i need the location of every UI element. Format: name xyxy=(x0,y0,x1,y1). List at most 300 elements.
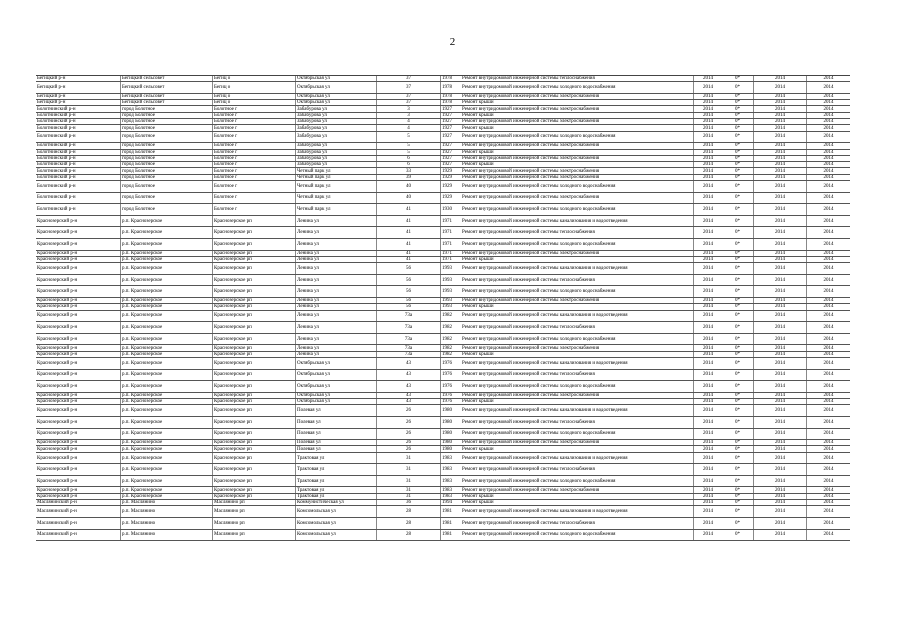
mark-cell: 0* xyxy=(722,518,754,529)
end-year-cell: 2014 xyxy=(823,119,834,125)
house-number-cell: 56 xyxy=(377,304,441,309)
build-year-cell: 1981 xyxy=(442,509,452,515)
district-cell: Маслянинский р-н xyxy=(36,500,121,505)
locality-cell: Краснозерское рп xyxy=(213,216,296,227)
build-year-cell: 1971 xyxy=(442,241,452,247)
settlement-cell: город Болотное xyxy=(121,181,213,192)
district-cell: Болотнинский р-н xyxy=(36,204,121,215)
mark-cell: 0* xyxy=(722,298,754,303)
district-cell: Краснозерский р-н xyxy=(36,227,121,238)
house-number-cell: 4 xyxy=(377,125,441,130)
end-year-cell: 2014 xyxy=(823,304,834,310)
plan-year-cell: 2014 xyxy=(703,112,713,118)
street-cell: Полевая ул xyxy=(296,405,377,416)
mark-cell: 0* xyxy=(722,162,754,167)
settlement-cell: город Болотное xyxy=(121,119,213,124)
plan-year-cell: 2014 xyxy=(703,230,713,236)
plan-year-cell: 2014 xyxy=(703,149,713,155)
end-year-cell: 2014 xyxy=(823,100,834,106)
mark-cell: 0* xyxy=(722,239,754,250)
district-cell: Краснозерский р-н xyxy=(36,239,121,250)
street-cell: Забабурова ул xyxy=(296,125,377,130)
house-number-cell: 41 xyxy=(377,216,441,227)
end-year-cell: 2014 xyxy=(823,419,834,425)
end-year-cell: 2014 xyxy=(823,532,834,538)
build-year-cell: 1971 xyxy=(442,230,452,236)
locality-cell: Краснозерское рп xyxy=(213,487,296,492)
build-year-cell: 1927 xyxy=(442,119,452,125)
end-year-cell: 2014 xyxy=(823,218,834,224)
start-year-cell: 2014 xyxy=(754,370,807,381)
table-row xyxy=(36,518,850,530)
district-cell: Краснозерский р-н xyxy=(36,352,121,357)
start-year-cell: 2014 xyxy=(754,429,807,440)
locality-cell: Болотное г xyxy=(213,143,296,148)
house-number-cell: 39 xyxy=(377,175,441,180)
build-year-cell: 1993 xyxy=(442,289,452,295)
locality-cell: Болотное г xyxy=(213,162,296,167)
district-cell: Бегицкий р-н xyxy=(36,94,121,99)
settlement-cell: город Болотное xyxy=(121,175,213,180)
street-cell: Четный парк ул xyxy=(296,193,377,204)
house-number-cell: 56 xyxy=(377,298,441,303)
mark-cell: 0* xyxy=(722,156,754,161)
start-year-cell: 2014 xyxy=(754,494,807,499)
plan-year-cell: 2014 xyxy=(703,493,713,499)
table-row xyxy=(36,204,850,216)
start-year-cell: 2014 xyxy=(754,464,807,475)
work-type-cell: Ремонт внутридомовой инженерной системы холодного водоснабжения xyxy=(461,429,694,440)
plan-year-cell: 2014 xyxy=(703,372,713,378)
work-type-cell: Ремонт внутридомовой инженерной системы холодного водоснабжения xyxy=(461,239,694,250)
settlement-cell: город Болотное xyxy=(121,125,213,130)
work-type-cell: Ремонт крыши xyxy=(461,150,694,155)
street-cell: Комсомольская ул xyxy=(296,518,377,529)
build-year-cell: 1993 xyxy=(442,304,452,310)
start-year-cell: 2014 xyxy=(754,193,807,204)
locality-cell: Краснозерское рп xyxy=(213,311,296,322)
start-year-cell: 2014 xyxy=(754,399,807,404)
district-cell: Болотнинский р-н xyxy=(36,150,121,155)
street-cell: Ленина ул xyxy=(296,345,377,350)
build-year-cell: 1980 xyxy=(442,431,452,437)
district-cell: Краснозерский р-н xyxy=(36,322,121,333)
end-year-cell: 2014 xyxy=(823,455,834,461)
mark-cell: 0* xyxy=(722,263,754,274)
mark-cell: 0* xyxy=(722,113,754,118)
settlement-cell: город Болотное xyxy=(121,168,213,173)
start-year-cell: 2014 xyxy=(754,239,807,250)
street-cell: Октябрьская ул xyxy=(296,94,377,99)
mark-cell: 0* xyxy=(722,506,754,517)
start-year-cell: 2014 xyxy=(754,453,807,464)
work-type-cell: Ремонт внутридомовой инженерной системы электроснабжения xyxy=(461,345,694,350)
settlement-cell: р.п. Краснозерское xyxy=(121,251,213,256)
settlement-cell: р.п. Краснозерское xyxy=(121,239,213,250)
start-year-cell: 2014 xyxy=(754,257,807,262)
locality-cell: Краснозерское рп xyxy=(213,322,296,333)
table-row xyxy=(36,193,850,205)
plan-year-cell: 2014 xyxy=(703,134,713,140)
end-year-cell: 2014 xyxy=(823,493,834,499)
settlement-cell: р.п. Краснозерское xyxy=(121,345,213,350)
mark-cell: 0* xyxy=(722,500,754,505)
table-row xyxy=(36,263,850,275)
mark-cell: 0* xyxy=(722,358,754,369)
build-year-cell: 1976 xyxy=(442,360,452,366)
district-cell: Болотнинский р-н xyxy=(36,119,121,124)
work-type-cell: Ремонт внутридомовой инженерной системы электроснабжения xyxy=(461,156,694,161)
mark-cell: 0* xyxy=(722,132,754,143)
plan-year-cell: 2014 xyxy=(703,431,713,437)
house-number-cell: 73а xyxy=(377,334,441,345)
build-year-cell: 1927 xyxy=(442,143,452,149)
street-cell: Четный парк ул xyxy=(296,204,377,215)
settlement-cell: р.п. Краснозерское xyxy=(121,399,213,404)
plan-year-cell: 2014 xyxy=(703,383,713,389)
work-type-cell: Ремонт внутридомовой инженерной системы канализования и водоотведения xyxy=(461,453,694,464)
build-year-cell: 1980 xyxy=(442,419,452,425)
mark-cell: 0* xyxy=(722,311,754,322)
district-cell: Болотнинский р-н xyxy=(36,143,121,148)
house-number-cell: 26 xyxy=(377,429,441,440)
table-row xyxy=(36,216,850,228)
settlement-cell: город Болотное xyxy=(121,150,213,155)
build-year-cell: 1981 xyxy=(442,520,452,526)
locality-cell: Краснозерское рп xyxy=(213,345,296,350)
start-year-cell: 2014 xyxy=(754,358,807,369)
build-year-cell: 1927 xyxy=(442,112,452,118)
end-year-cell: 2014 xyxy=(823,241,834,247)
plan-year-cell: 2014 xyxy=(703,351,713,357)
locality-cell: Болотное г xyxy=(213,150,296,155)
mark-cell: 0* xyxy=(722,181,754,192)
locality-cell: Краснозерское рп xyxy=(213,393,296,398)
mark-cell: 0* xyxy=(722,417,754,428)
plan-year-cell: 2014 xyxy=(703,168,713,174)
house-number-cell: 73а xyxy=(377,345,441,350)
table-row xyxy=(36,334,850,346)
district-cell: Краснозерский р-н xyxy=(36,405,121,416)
start-year-cell: 2014 xyxy=(754,393,807,398)
locality-cell: Бегиц о xyxy=(213,100,296,105)
plan-year-cell: 2014 xyxy=(703,419,713,425)
mark-cell: 0* xyxy=(722,446,754,451)
work-type-cell: Ремонт крыши xyxy=(461,494,694,499)
build-year-cell: 1980 xyxy=(442,446,452,452)
house-number-cell: 5 xyxy=(377,150,441,155)
work-type-cell: Ремонт внутридомовой инженерной системы канализования и водоотведения xyxy=(461,358,694,369)
locality-cell: Болотное г xyxy=(213,168,296,173)
house-number-cell: 40 xyxy=(377,193,441,204)
district-cell: Краснозерский р-н xyxy=(36,381,121,392)
end-year-cell: 2014 xyxy=(823,313,834,319)
start-year-cell: 2014 xyxy=(754,125,807,130)
plan-year-cell: 2014 xyxy=(703,467,713,473)
start-year-cell: 2014 xyxy=(754,251,807,256)
work-type-cell: Ремонт крыши xyxy=(461,257,694,262)
settlement-cell: город Болотное xyxy=(121,162,213,167)
locality-cell: Болотное г xyxy=(213,132,296,143)
house-number-cell: 37 xyxy=(377,94,441,99)
start-year-cell: 2014 xyxy=(754,286,807,297)
end-year-cell: 2014 xyxy=(823,440,834,446)
work-type-cell: Ремонт внутридомовой инженерной системы канализования и водоотведения xyxy=(461,405,694,416)
street-cell: Ленина ул xyxy=(296,257,377,262)
start-year-cell: 2014 xyxy=(754,500,807,505)
locality-cell: Маслянино рп xyxy=(213,530,296,541)
plan-year-cell: 2014 xyxy=(703,162,713,168)
plan-year-cell: 2014 xyxy=(703,520,713,526)
plan-year-cell: 2014 xyxy=(703,500,713,506)
end-year-cell: 2014 xyxy=(823,277,834,283)
start-year-cell: 2014 xyxy=(754,417,807,428)
locality-cell: Бегиц о xyxy=(213,94,296,99)
house-number-cell: 37 xyxy=(377,76,441,81)
house-number-cell: 37 xyxy=(377,82,441,93)
street-cell: Октябрьская ул xyxy=(296,76,377,81)
settlement-cell: р.п. Краснозерское xyxy=(121,298,213,303)
locality-cell: Краснозерское рп xyxy=(213,227,296,238)
work-type-cell: Ремонт внутридомовой инженерной системы электроснабжения xyxy=(461,119,694,124)
start-year-cell: 2014 xyxy=(754,150,807,155)
work-type-cell: Ремонт внутридомовой инженерной системы холодного водоснабжения xyxy=(461,381,694,392)
start-year-cell: 2014 xyxy=(754,100,807,105)
end-year-cell: 2014 xyxy=(823,134,834,140)
table-row xyxy=(36,227,850,239)
end-year-cell: 2014 xyxy=(823,372,834,378)
table-row xyxy=(36,381,850,393)
settlement-cell: р.п. Краснозерское xyxy=(121,216,213,227)
locality-cell: Болотное г xyxy=(213,181,296,192)
settlement-cell: р.п. Краснозерское xyxy=(121,393,213,398)
house-number-cell: 3 xyxy=(377,106,441,111)
mark-cell: 0* xyxy=(722,76,754,81)
district-cell: Краснозерский р-н xyxy=(36,487,121,492)
street-cell: Октябрьская ул xyxy=(296,393,377,398)
settlement-cell: город Болотное xyxy=(121,193,213,204)
locality-cell: Болотное г xyxy=(213,193,296,204)
house-number-cell: 41 xyxy=(377,204,441,215)
start-year-cell: 2014 xyxy=(754,216,807,227)
table-row xyxy=(36,239,850,251)
street-cell: Четный парк ул xyxy=(296,175,377,180)
build-year-cell: 1982 xyxy=(442,324,452,330)
end-year-cell: 2014 xyxy=(823,257,834,263)
plan-year-cell: 2014 xyxy=(703,195,713,201)
work-type-cell: Ремонт внутридомовой инженерной системы холодного водоснабжения xyxy=(461,181,694,192)
district-cell: Краснозерский р-н xyxy=(36,399,121,404)
house-number-cell: 41 xyxy=(377,257,441,262)
street-cell: Трактовая ул xyxy=(296,476,377,487)
mark-cell: 0* xyxy=(722,100,754,105)
mark-cell: 0* xyxy=(722,193,754,204)
district-cell: Болотнинский р-н xyxy=(36,132,121,143)
street-cell: Четный парк ул xyxy=(296,181,377,192)
locality-cell: Краснозерское рп xyxy=(213,370,296,381)
locality-cell: Болотное г xyxy=(213,125,296,130)
house-number-cell: 40 xyxy=(377,181,441,192)
end-year-cell: 2014 xyxy=(823,383,834,389)
district-cell: Маслянинский р-н xyxy=(36,530,121,541)
build-year-cell: 1982 xyxy=(442,351,452,357)
plan-year-cell: 2014 xyxy=(703,304,713,310)
plan-year-cell: 2014 xyxy=(703,174,713,180)
start-year-cell: 2014 xyxy=(754,175,807,180)
settlement-cell: р.п. Краснозерское xyxy=(121,322,213,333)
build-year-cell: 1978 xyxy=(442,94,452,100)
house-number-cell: 31 xyxy=(377,453,441,464)
mark-cell: 0* xyxy=(722,304,754,309)
start-year-cell: 2014 xyxy=(754,168,807,173)
end-year-cell: 2014 xyxy=(823,230,834,236)
mark-cell: 0* xyxy=(722,119,754,124)
house-number-cell: 26 xyxy=(377,405,441,416)
street-cell: Ленина ул xyxy=(296,251,377,256)
locality-cell: Краснозерское рп xyxy=(213,446,296,451)
build-year-cell: 1927 xyxy=(442,106,452,112)
district-cell: Бегицкий р-н xyxy=(36,82,121,93)
mark-cell: 0* xyxy=(722,94,754,99)
street-cell: Забабурова ул xyxy=(296,143,377,148)
build-year-cell: 1993 xyxy=(442,277,452,283)
settlement-cell: р.п. Маслянино xyxy=(121,518,213,529)
house-number-cell: 43 xyxy=(377,358,441,369)
start-year-cell: 2014 xyxy=(754,518,807,529)
table-row xyxy=(36,530,850,542)
build-year-cell: 1976 xyxy=(442,399,452,405)
end-year-cell: 2014 xyxy=(823,125,834,131)
house-number-cell: 26 xyxy=(377,440,441,445)
settlement-cell: р.п. Краснозерское xyxy=(121,446,213,451)
settlement-cell: город Болотное xyxy=(121,204,213,215)
plan-year-cell: 2014 xyxy=(703,85,713,91)
street-cell: Ленина ул xyxy=(296,239,377,250)
district-cell: Краснозерский р-н xyxy=(36,345,121,350)
work-type-cell: Ремонт внутридомовой инженерной системы холодного водоснабжения xyxy=(461,204,694,215)
work-type-cell: Ремонт внутридомовой инженерной системы холодного водоснабжения xyxy=(461,286,694,297)
mark-cell: 0* xyxy=(722,143,754,148)
plan-year-cell: 2014 xyxy=(703,143,713,149)
plan-year-cell: 2014 xyxy=(703,336,713,342)
street-cell: Октябрьская ул xyxy=(296,358,377,369)
start-year-cell: 2014 xyxy=(754,446,807,451)
start-year-cell: 2014 xyxy=(754,181,807,192)
plan-year-cell: 2014 xyxy=(703,119,713,125)
plan-year-cell: 2014 xyxy=(703,446,713,452)
locality-cell: Маслянино рп xyxy=(213,506,296,517)
start-year-cell: 2014 xyxy=(754,530,807,541)
table-row xyxy=(36,405,850,417)
build-year-cell: 1993 xyxy=(442,266,452,271)
settlement-cell: р.п. Краснозерское xyxy=(121,417,213,428)
table-row xyxy=(36,464,850,476)
build-year-cell: 1927 xyxy=(442,125,452,131)
start-year-cell: 2014 xyxy=(754,204,807,215)
district-cell: Краснозерский р-н xyxy=(36,216,121,227)
end-year-cell: 2014 xyxy=(823,266,834,271)
district-cell: Краснозерский р-н xyxy=(36,429,121,440)
district-cell: Болотнинский р-н xyxy=(36,168,121,173)
house-number-cell: 41 xyxy=(377,227,441,238)
table-row xyxy=(36,311,850,323)
mark-cell: 0* xyxy=(722,494,754,499)
table-row xyxy=(36,132,850,144)
street-cell: Ленина ул xyxy=(296,263,377,274)
settlement-cell: р.п. Маслянино xyxy=(121,530,213,541)
build-year-cell: 1927 xyxy=(442,156,452,161)
end-year-cell: 2014 xyxy=(823,289,834,295)
end-year-cell: 2014 xyxy=(823,324,834,330)
house-number-cell: 5 xyxy=(377,132,441,143)
work-type-cell: Ремонт крыши xyxy=(461,500,694,505)
locality-cell: Краснозерское рп xyxy=(213,453,296,464)
plan-year-cell: 2014 xyxy=(703,298,713,304)
locality-cell: Краснозерское рп xyxy=(213,429,296,440)
house-number-cell: 43 xyxy=(377,399,441,404)
locality-cell: Болотное г xyxy=(213,204,296,215)
work-type-cell: Ремонт внутридомовой инженерной системы теплоснабжения xyxy=(461,370,694,381)
plan-year-cell: 2014 xyxy=(703,106,713,112)
start-year-cell: 2014 xyxy=(754,476,807,487)
settlement-cell: р.п. Краснозерское xyxy=(121,405,213,416)
district-cell: Краснозерский р-н xyxy=(36,334,121,345)
house-number-cell: 28 xyxy=(377,518,441,529)
settlement-cell: р.п. Краснозерское xyxy=(121,358,213,369)
end-year-cell: 2014 xyxy=(823,360,834,366)
table-row xyxy=(36,275,850,287)
start-year-cell: 2014 xyxy=(754,94,807,99)
plan-year-cell: 2014 xyxy=(703,408,713,414)
build-year-cell: 1983 xyxy=(442,455,452,461)
build-year-cell: 1983 xyxy=(442,467,452,473)
end-year-cell: 2014 xyxy=(823,446,834,452)
street-cell: Ленина ул xyxy=(296,227,377,238)
end-year-cell: 2014 xyxy=(823,174,834,180)
house-number-cell: 3 xyxy=(377,113,441,118)
end-year-cell: 2014 xyxy=(823,168,834,174)
district-cell: Бегицкий р-н xyxy=(36,76,121,81)
end-year-cell: 2014 xyxy=(823,509,834,515)
build-year-cell: 1976 xyxy=(442,392,452,398)
locality-cell: Болотное г xyxy=(213,106,296,111)
build-year-cell: 1929 xyxy=(442,168,452,174)
mark-cell: 0* xyxy=(722,322,754,333)
work-type-cell: Ремонт внутридомовой инженерной системы холодного водоснабжения xyxy=(461,530,694,541)
locality-cell: Краснозерское рп xyxy=(213,352,296,357)
street-cell: Забабурова ул xyxy=(296,162,377,167)
start-year-cell: 2014 xyxy=(754,106,807,111)
street-cell: Ленина ул xyxy=(296,352,377,357)
house-number-cell: 43 xyxy=(377,381,441,392)
start-year-cell: 2014 xyxy=(754,405,807,416)
street-cell: Трактовая ул xyxy=(296,487,377,492)
mark-cell: 0* xyxy=(722,275,754,286)
table-row xyxy=(36,82,850,94)
end-year-cell: 2014 xyxy=(823,207,834,213)
locality-cell: Краснозерское рп xyxy=(213,239,296,250)
street-cell: Ленина ул xyxy=(296,286,377,297)
work-type-cell: Ремонт внутридомовой инженерной системы холодного водоснабжения xyxy=(461,334,694,345)
street-cell: Забабурова ул xyxy=(296,132,377,143)
street-cell: Ленина ул xyxy=(296,216,377,227)
work-type-cell: Ремонт крыши xyxy=(461,304,694,309)
house-number-cell: 31 xyxy=(377,494,441,499)
work-type-cell: Ремонт внутридомовой инженерной системы электроснабжения xyxy=(461,143,694,148)
end-year-cell: 2014 xyxy=(823,336,834,342)
mark-cell: 0* xyxy=(722,476,754,487)
street-cell: Забабурова ул xyxy=(296,156,377,161)
